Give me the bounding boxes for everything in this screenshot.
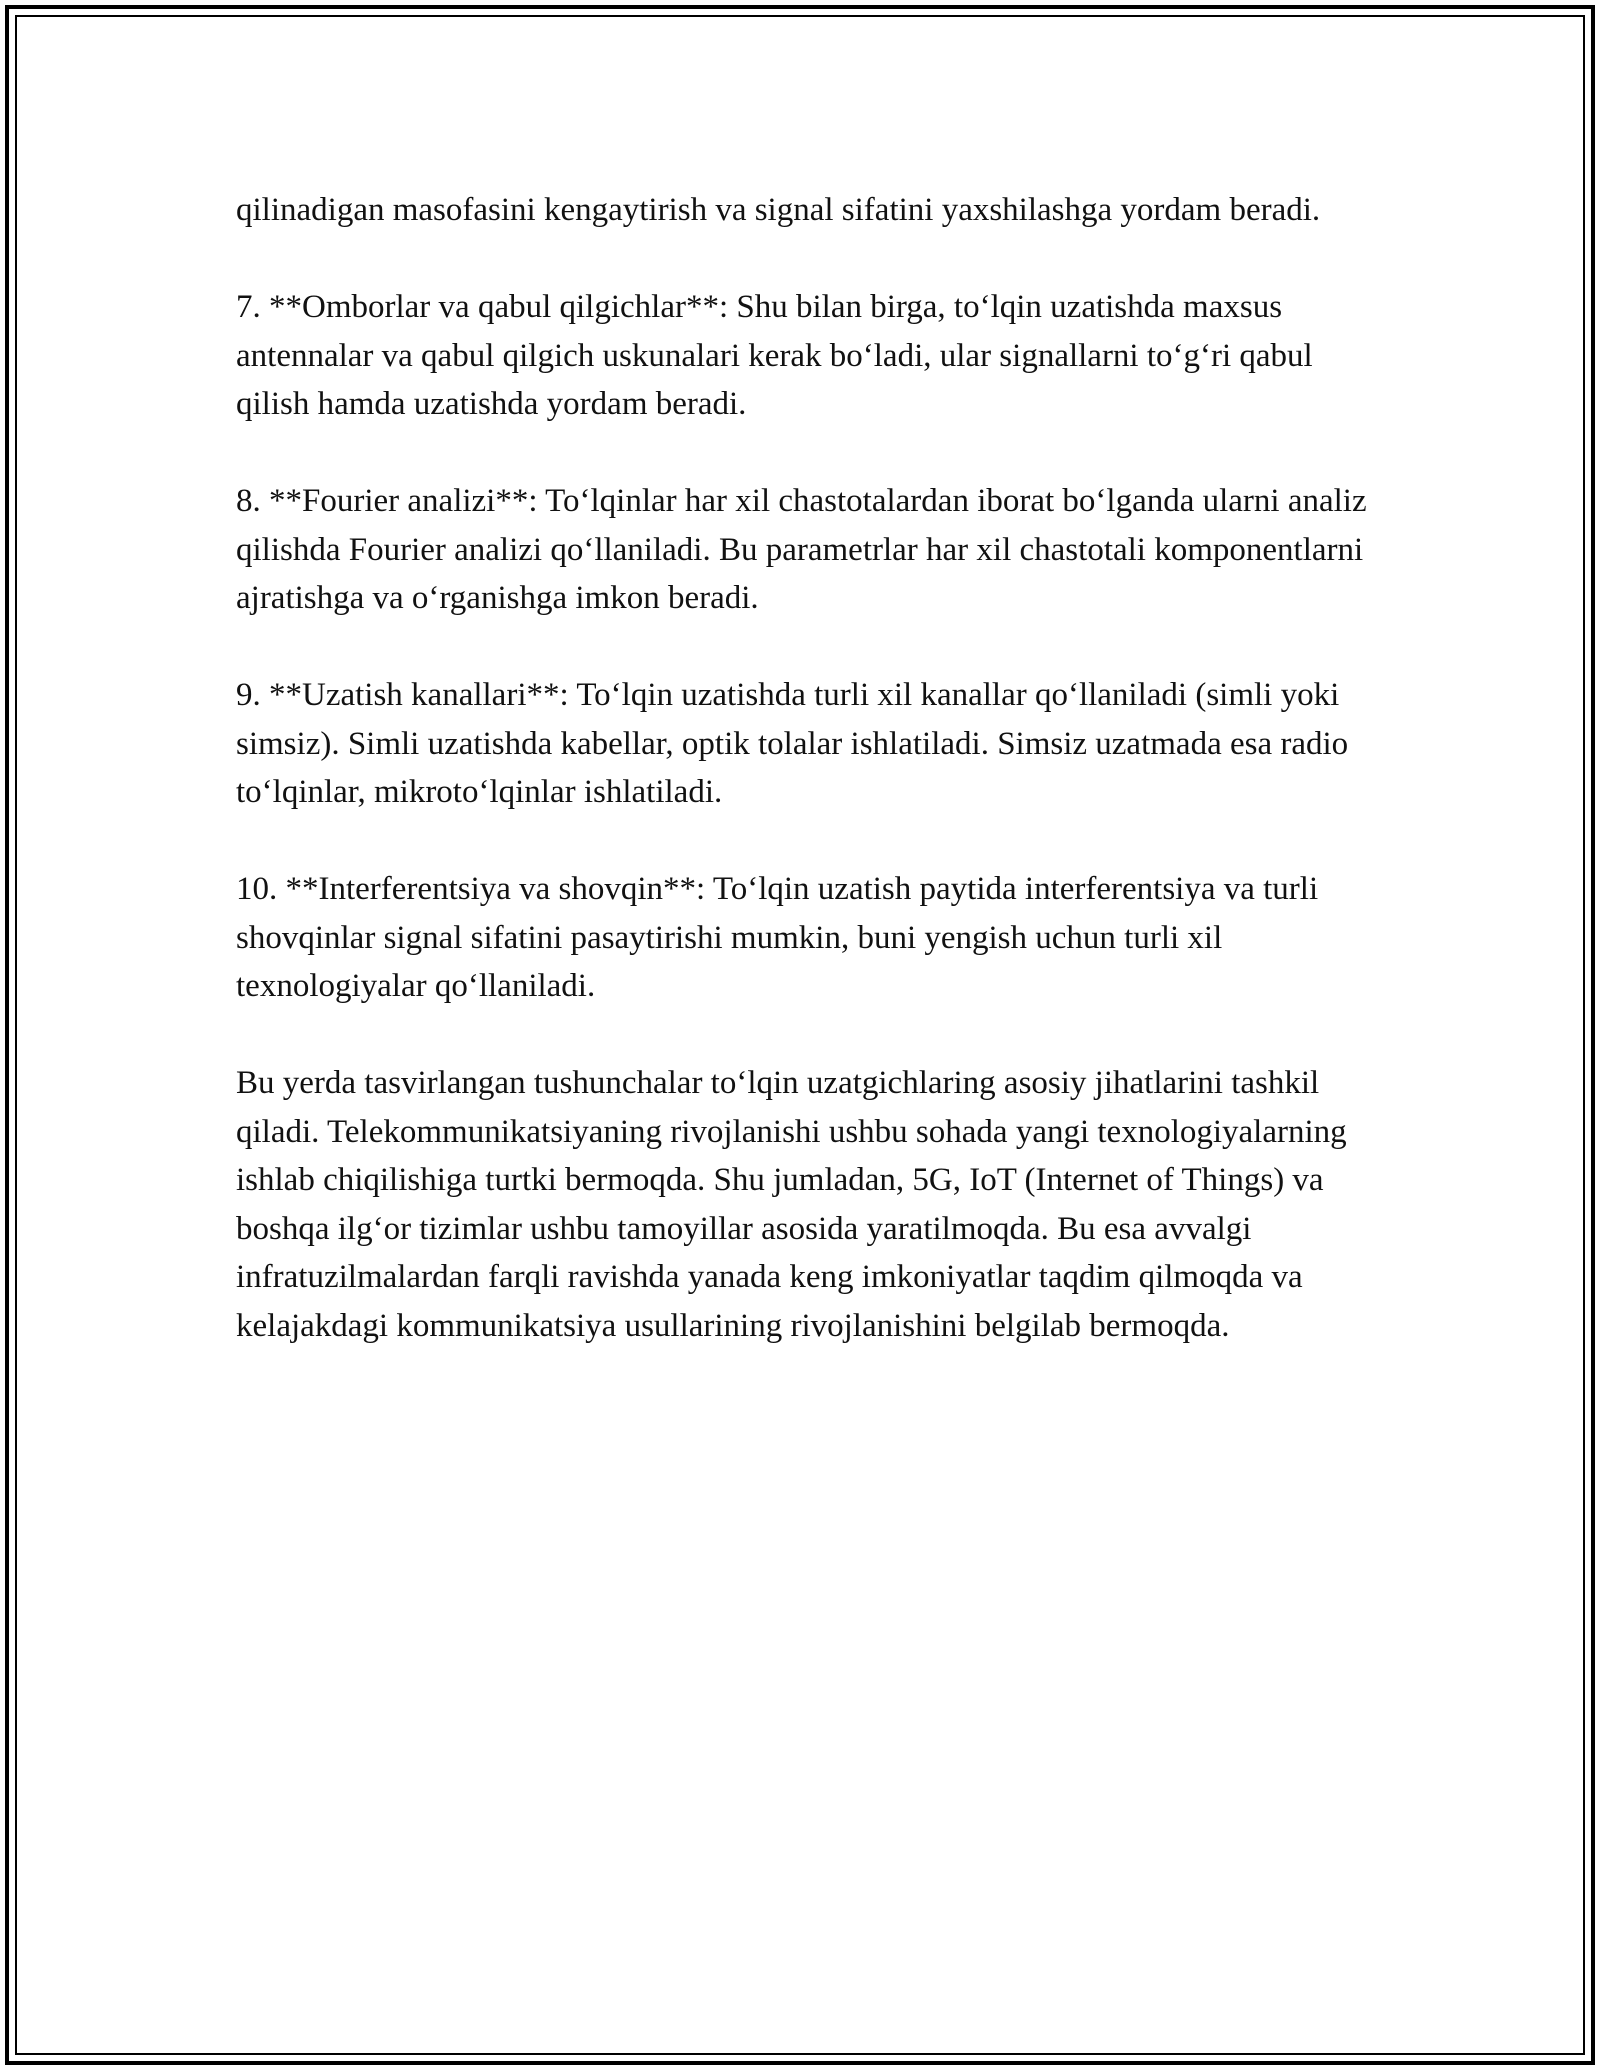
document-body (236, 186, 1386, 1350)
paragraph-item-9: 9. **Uzatish kanallari**: To‘lqin uzatishda turli xil kanallar qo‘llaniladi (simli yoki simsiz). Simli uzatishda kabellar, optik tolalar ishlatiladi. Simsiz uzatmada esa radio to‘lqinlar, mikroto‘lqinlar ishlatiladi. (236, 677, 1349, 810)
paragraph-item-8: 8. **Fourier analizi**: To‘lqinlar har xil chastotalardan iborat bo‘lganda ularni analiz qilishda Fourier analizi qo‘llaniladi. Bu parametrlar har xil chastotali komponentlarni ajratishga va o‘rganishga imkon beradi. (236, 483, 1367, 616)
paragraph-item-10: 10. **Interferentsiya va shovqin**: To‘lqin uzatish paytida interferentsiya va turli shovqinlar signal sifatini pasaytirishi mumkin, buni yengish uchun turli xil texnologiyalar qo‘llaniladi. (236, 871, 1319, 1004)
paragraph-conclusion: Bu yerda tasvirlangan tushunchalar to‘lqin uzatgichlaring asosiy jihatlarini tashkil qiladi. Telekommunikatsiyaning rivojlanishi ushbu sohada yangi texnologiyalarning ishlab chiqilishiga turtki bermoqda. Shu jumladan, 5G, IoT (Internet of Things) va boshqa ilg‘or tizimlar ushbu tamoyillar asosida yaratilmoqda. Bu esa avvalgi infratuzilmalardan farqli ravishda yanada keng imkoniyatlar taqdim qilmoqda va kelajakdagi kommunikatsiya usullarining rivojlanishini belgilab bermoqda. (236, 1065, 1347, 1344)
paragraph-continuation: qilinadigan masofasini kengaytirish va signal sifatini yaxshilashga yordam beradi. (236, 192, 1321, 228)
paragraph-item-7: 7. **Omborlar va qabul qilgichlar**: Shu bilan birga, to‘lqin uzatishda maxsus antennalar va qabul qilgich uskunalari kerak bo‘ladi, ular signallarni to‘g‘ri qabul qilish hamda uzatishda yordam beradi. (236, 289, 1313, 422)
